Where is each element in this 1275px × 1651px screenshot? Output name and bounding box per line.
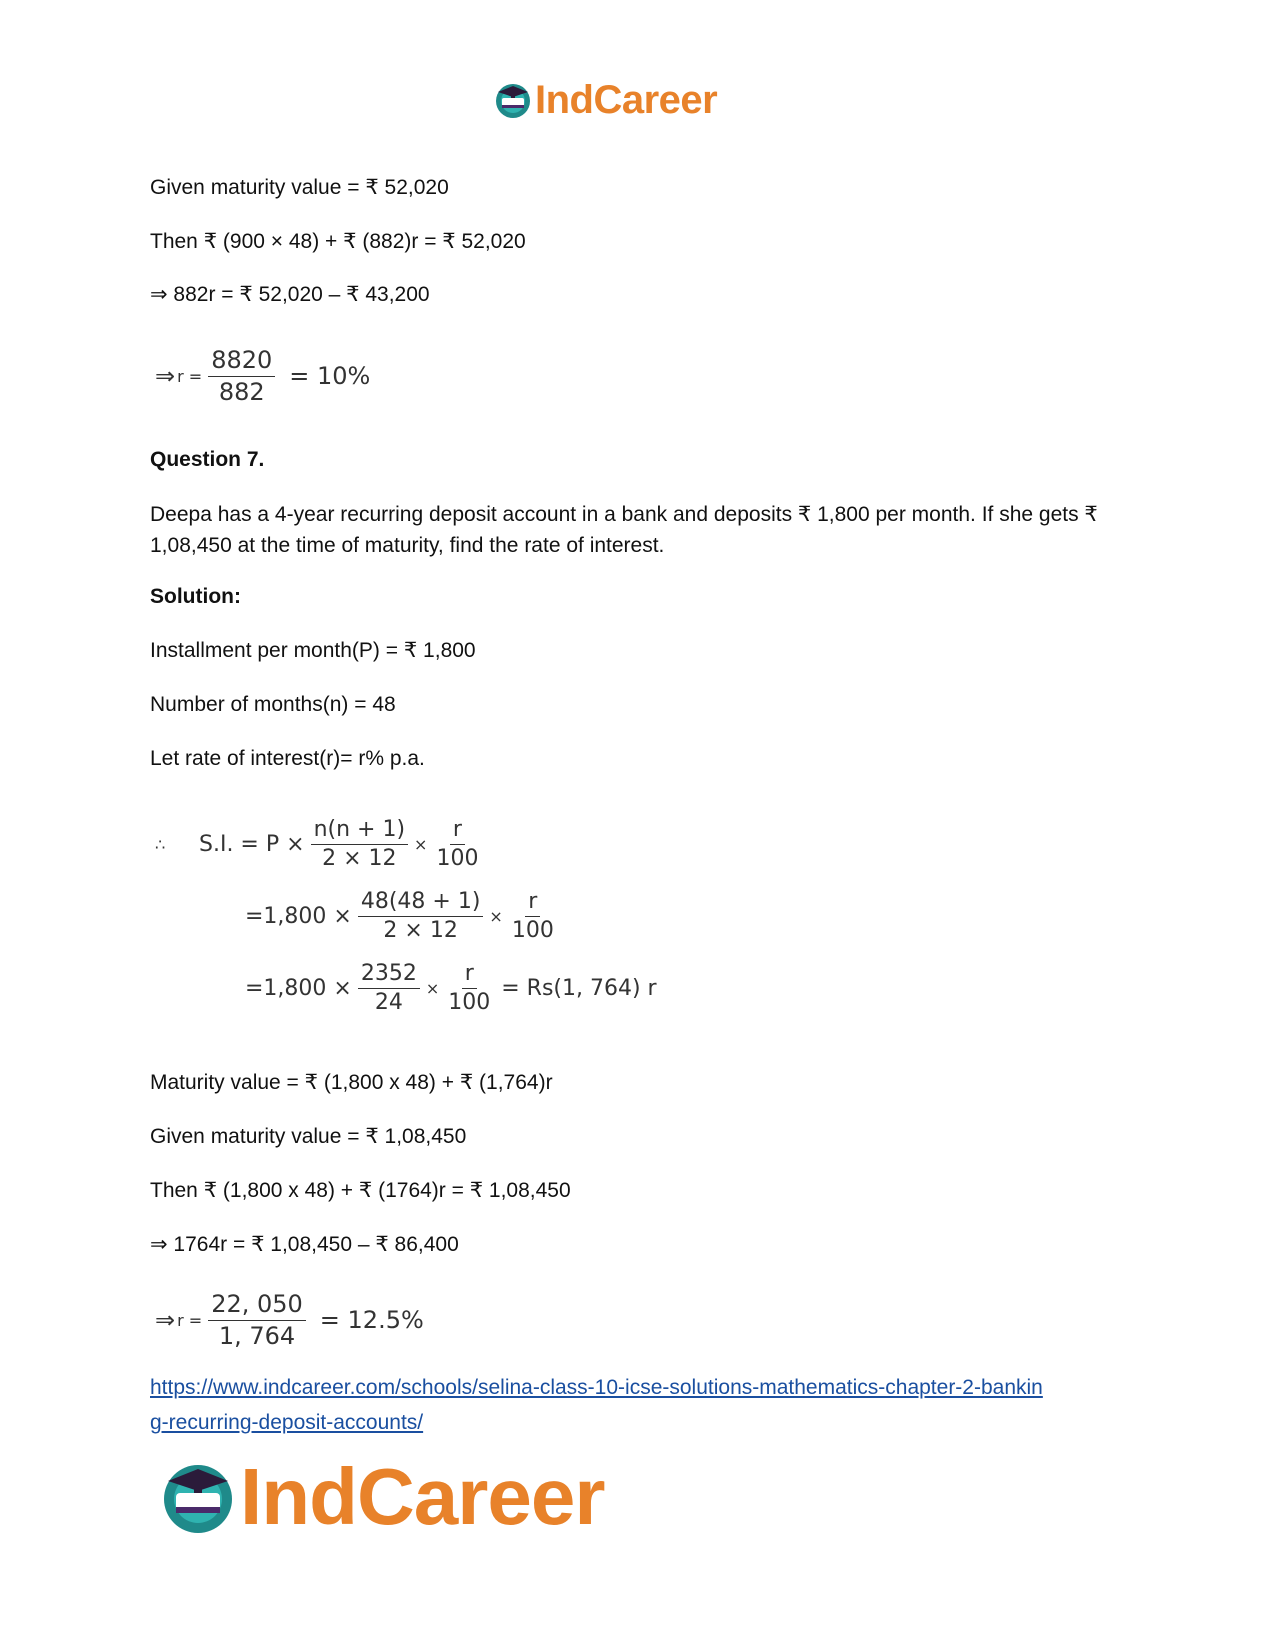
si-line-3 [155,952,657,1024]
formula-result: = 12.5% [319,1306,424,1334]
si-line-1-frac-1 [311,817,408,871]
si-line-2-num-2: r [525,889,540,917]
then-equation-108450: Then ₹ (1,800 x 48) + ₹ (1764)r = ₹ 1,08,450 [150,1179,571,1202]
si-line-3-result: = Rs(1, 764) r [501,975,657,1001]
si-line-3-den-1: 24 [374,990,403,1015]
times-sign: × [425,978,440,998]
si-line-3-num-1: 2352 [358,961,420,989]
si-line-3-lhs: =1,800 × [245,975,352,1001]
si-line-3-frac-2 [445,961,493,1015]
si-line-2-lhs: =1,800 × [245,903,352,929]
si-line-1-frac-2 [433,817,481,871]
formula-denominator: 1, 764 [218,1322,296,1350]
si-line-1-lhs: S.I. = P × [199,831,305,857]
si-line-2-den-1: 2 × 12 [383,918,458,943]
graduation-book-icon [493,80,533,120]
implies-arrow: ⇒ [155,362,176,390]
implies-arrow: ⇒ [155,1306,176,1334]
therefore-symbol: ∴ [155,834,166,854]
si-line-3-den-2: 100 [448,990,491,1015]
source-link-line-2[interactable]: g-recurring-deposit-accounts/ [150,1411,424,1434]
formula-lhs: r = [177,1310,203,1330]
formula-fraction [208,1290,306,1350]
installment-line: Installment per month(P) = ₹ 1,800 [150,639,476,662]
footer-brand: IndCareer [240,1452,605,1541]
given-maturity-52020: Given maturity value = ₹ 52,020 [150,176,449,199]
si-line-1-den-2: 100 [436,846,479,871]
question-heading: Question 7. [150,448,265,471]
si-line-1-num-1: n(n + 1) [311,817,408,845]
maturity-line: Maturity value = ₹ (1,800 x 48) + ₹ (1,764)r [150,1071,553,1094]
si-line-2 [155,880,657,952]
formula-numerator: 8820 [208,346,275,377]
si-line-3-num-2: r [462,961,477,989]
formula-r-12-5 [155,1290,424,1350]
solution-heading: Solution: [150,585,241,608]
si-derivation [155,808,657,1024]
formula-numerator: 22, 050 [208,1290,306,1321]
source-link-line-1[interactable]: https://www.indcareer.com/schools/selina-class-10-icse-solutions-mathematics-chapter-2-bankin [150,1376,1043,1399]
source-link[interactable] [150,1370,1043,1440]
si-line-2-num-1: 48(48 + 1) [358,889,484,917]
formula-result: = 10% [289,362,371,390]
implies-1764r: ⇒ 1764r = ₹ 1,08,450 – ₹ 86,400 [150,1233,459,1256]
months-line: Number of months(n) = 48 [150,693,396,716]
question-text: Deepa has a 4-year recurring deposit account in a bank and deposits ₹ 1,800 per month. If she gets ₹ 1,08,450 at the time of maturity, find the rate of interest. [150,503,1098,557]
si-line-2-den-2: 100 [511,918,554,943]
rate-line: Let rate of interest(r)= r% p.a. [150,747,425,770]
si-line-1 [155,808,657,880]
header-logo [493,78,717,122]
footer-logo [158,1452,605,1541]
si-line-2-frac-1 [358,889,484,943]
si-line-1-num-2: r [450,817,465,845]
formula-denominator: 882 [218,378,265,406]
implies-882r: ⇒ 882r = ₹ 52,020 – ₹ 43,200 [150,283,430,306]
si-line-2-frac-2 [509,889,557,943]
then-equation-52020: Then ₹ (900 × 48) + ₹ (882)r = ₹ 52,020 [150,230,526,253]
header-brand: IndCareer [535,77,718,122]
formula-fraction [208,346,275,406]
times-sign: × [414,834,428,854]
given-maturity-108450: Given maturity value = ₹ 1,08,450 [150,1125,467,1148]
formula-r-10 [155,346,370,406]
si-line-1-den-1: 2 × 12 [322,846,397,871]
times-sign: × [489,906,503,926]
graduation-book-icon [158,1457,238,1537]
formula-lhs: r = [177,366,203,386]
si-line-3-frac-1 [358,961,420,1015]
